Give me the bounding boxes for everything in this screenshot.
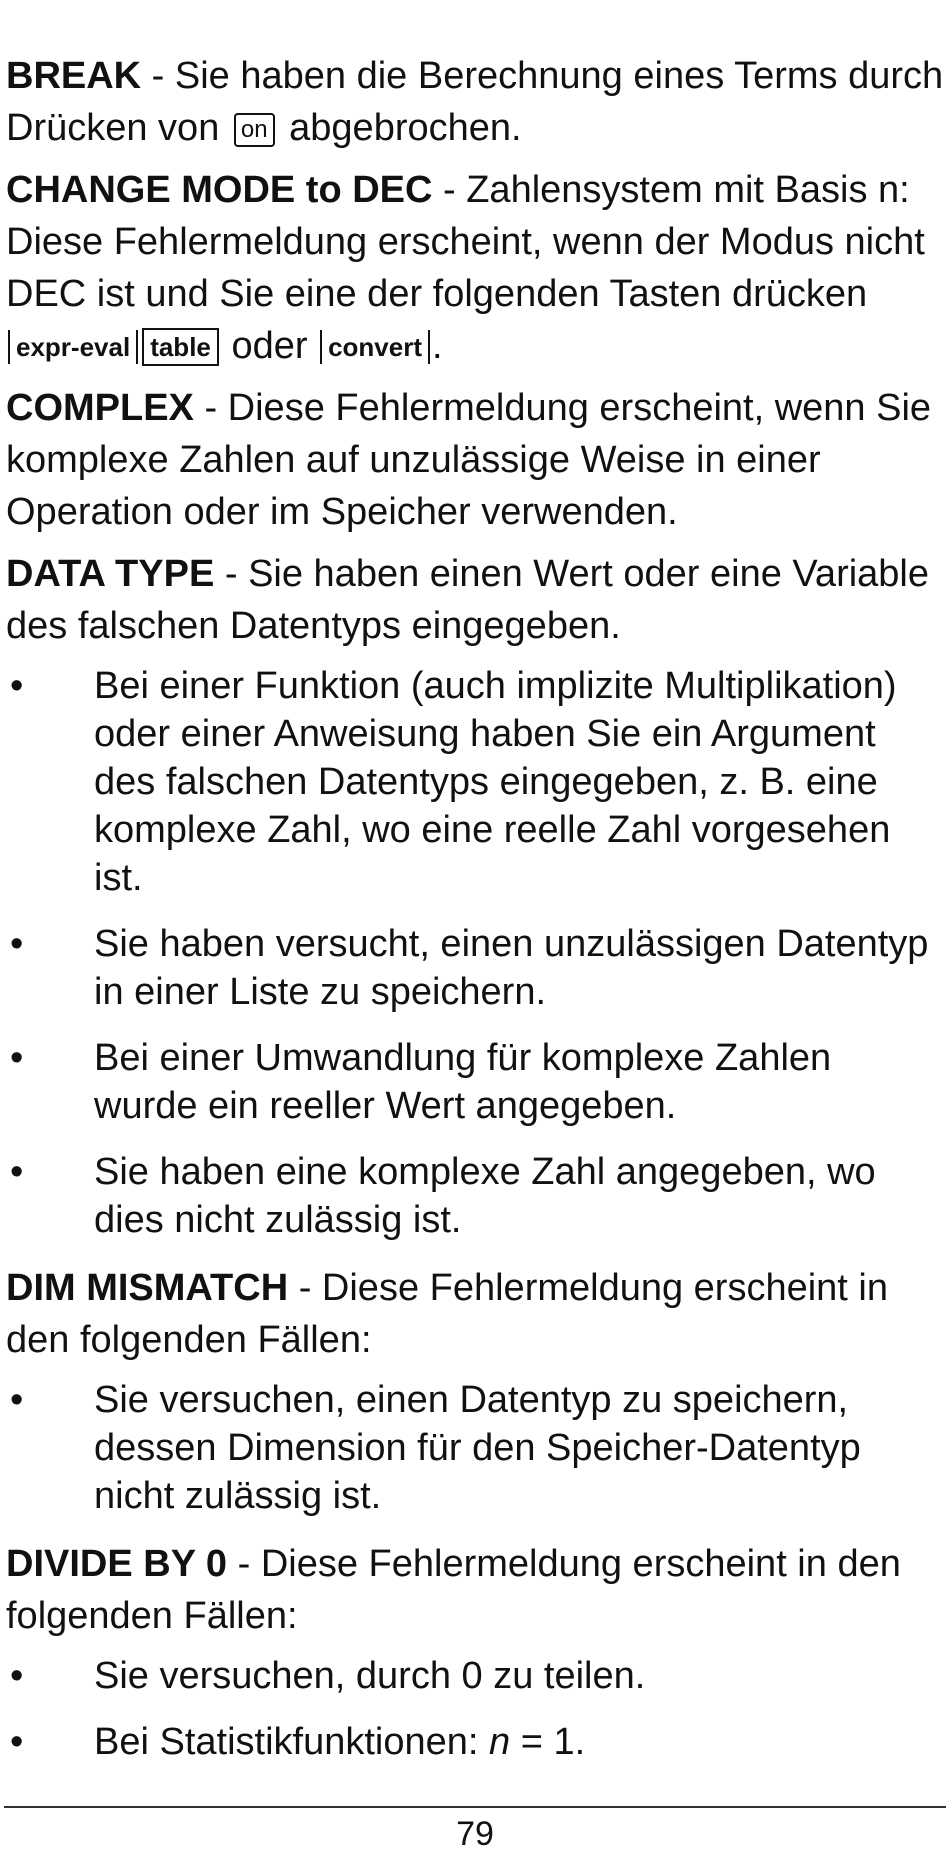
complex-text: - Diese Fehlermeldung erscheint, wenn Sie komplexe Zahlen auf unzulässige Weise in einer Operation oder im Speicher verwenden. [6,387,932,533]
entry-break [6,50,944,154]
break-text-end: abgebrochen. [289,107,522,149]
entry-change-mode [6,164,944,372]
bullet-text: Bei einer Funktion (auch implizite Multiplikation) oder einer Anweisung haben Sie ein Argument des falschen Datentyps eingegeben, z. B. eine komplexe Zahl, wo eine reelle Zahl vorgesehen ist. [94,665,897,899]
list-item [6,1652,944,1700]
table-key: table [142,328,219,366]
list-item [6,1376,944,1520]
dim-mismatch-text: - Diese Fehlermeldung erscheint in den folgenden Fällen: [6,1267,888,1361]
change-mode-end: . [431,325,443,367]
bullet-text: Sie haben eine komplexe Zahl angegeben, wo dies nicht zulässig ist. [94,1151,876,1241]
list-item [6,1148,944,1244]
break-text: - Sie haben die Berechnung eines Terms durch Drücken von [6,55,944,149]
footer-rule [4,1806,946,1808]
convert-key: convert [320,330,430,364]
data-type-text: - Sie haben einen Wert oder eine Variable des falschen Datentyps eingegeben. [6,553,930,647]
entry-complex [6,382,944,538]
bullet-icon: • [10,1151,24,1193]
bullet-text-suffix: = 1. [510,1721,586,1763]
term-break: BREAK [6,55,142,97]
bullet-icon: • [10,923,24,965]
bullet-text: Sie versuchen, durch 0 zu teilen. [94,1655,646,1697]
change-mode-or: oder [231,325,308,367]
term-complex: COMPLEX [6,387,194,429]
entry-divide-by-0 [6,1538,944,1642]
list-item [6,1718,944,1766]
variable-n: n [489,1721,511,1763]
divide-by-0-text: - Diese Fehlermeldung erscheint in den folgenden Fällen: [6,1543,901,1637]
page-content [6,50,944,1784]
change-mode-text: - Zahlensystem mit Basis n: Diese Fehlermeldung erscheint, wenn der Modus nicht DEC ist und Sie eine der folgenden Tasten drücken [6,169,925,315]
bullet-icon: • [10,1037,24,1079]
bullet-icon: • [10,1655,24,1697]
on-key: on [234,113,275,147]
page-number: 79 [456,1815,494,1853]
entry-dim-mismatch [6,1262,944,1366]
term-data-type: DATA TYPE [6,553,215,595]
term-dim-mismatch: DIM MISMATCH [6,1267,289,1309]
bullet-icon: • [10,1379,24,1421]
term-change-mode: CHANGE MODE to DEC [6,169,433,211]
entry-data-type [6,548,944,652]
bullet-icon: • [10,665,24,707]
bullet-text: Bei einer Umwandlung für komplexe Zahlen wurde ein reeller Wert angegeben. [94,1037,832,1127]
bullet-text: Sie haben versucht, einen unzulässigen Datentyp in einer Liste zu speichern. [94,923,929,1013]
bullet-icon: • [10,1721,24,1763]
list-item [6,1034,944,1130]
bullet-text: Sie versuchen, einen Datentyp zu speichern, dessen Dimension für den Speicher-Datentyp nicht zulässig ist. [94,1379,861,1517]
list-item [6,662,944,902]
bullet-text-prefix: Bei Statistikfunktionen: [94,1721,489,1763]
expr-eval-key: expr-eval [8,330,138,364]
term-divide-by-0: DIVIDE BY 0 [6,1543,228,1585]
list-item [6,920,944,1016]
